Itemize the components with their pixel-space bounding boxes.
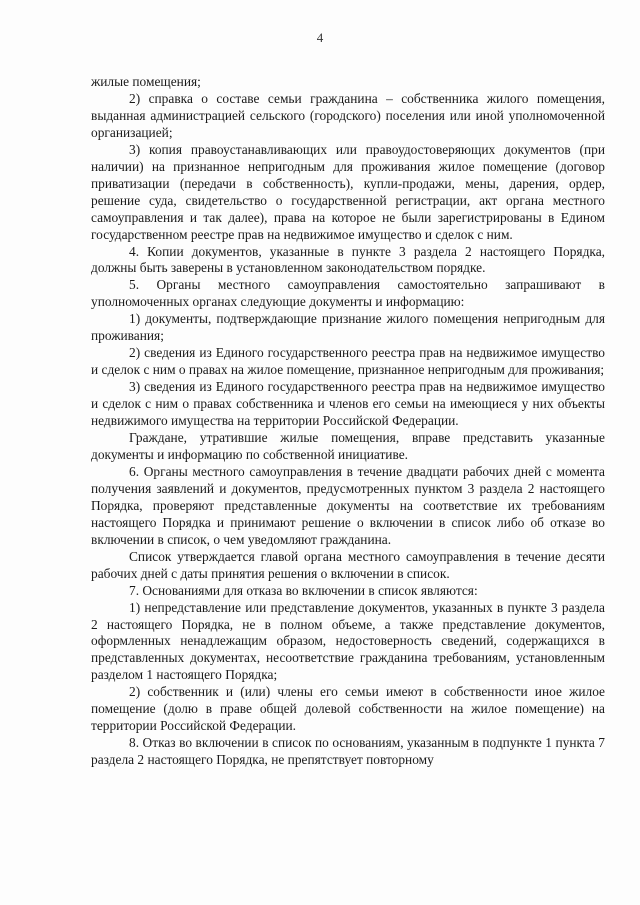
paragraph-5-item-2: 2) сведения из Единого государственного реестра прав на недвижимое имущество и сделок с ним о правах на жилое помещение, признанное непригодным для проживания; — [91, 345, 605, 378]
paragraph-7-item-2: 2) собственник и (или) члены его семьи имеют в собственности иное жилое помещение (долю в праве общей долевой собственности на жилое помещение) на территории Российской Федерации. — [91, 684, 605, 734]
document-body — [91, 74, 605, 769]
paragraph-8-refusal-reapplication: 8. Отказ во включении в список по основаниям, указанным в подпункте 1 пункта 7 раздела 2 настоящего Порядка, не препятствует повторному — [91, 735, 605, 768]
paragraph-4-document-copies: 4. Копии документов, указанные в пункте 3 раздела 2 настоящего Порядка, должны быть заверены в установленном законодательством порядке. — [91, 243, 605, 276]
paragraph-list-approval: Список утверждается главой органа местного самоуправления в течение десяти рабочих дней с даты принятия решения о включении в список. — [91, 548, 605, 581]
paragraph-citizens-initiative: Граждане, утратившие жилые помещения, вправе представить указанные документы и информацию по собственной инициативе. — [91, 430, 605, 462]
paragraph-item-2-family-certificate: 2) справка о составе семьи гражданина – собственника жилого помещения, выданная администрацией сельского (городского) поселения или иной уполномоченной организацией; — [91, 90, 605, 140]
paragraph-5-item-3: 3) сведения из Единого государственного реестра прав на недвижимое имущество и сделок с ним о правах собственника и членов его семьи на имеющиеся у них объекты недвижимого имущества на территории Российской Федерации. — [91, 379, 605, 429]
paragraph-7-refusal-grounds: 7. Основаниями для отказа во включении в список являются: — [129, 582, 478, 598]
paragraph-7-item-1: 1) непредставление или представление документов, указанных в пункте 3 раздела 2 настоящего Порядка, не в полном объеме, а также представление документов, оформленных ненадлежащим образом, недостоверность сведений, содержащихся в представленных документах, несоответствие гражданина требованиям, установленным разделом 1 настоящего Порядка; — [91, 599, 605, 683]
paragraph-5-item-1: 1) документы, подтверждающие признание жилого помещения непригодным для проживания; — [91, 311, 605, 344]
page-number: 4 — [316, 30, 324, 45]
paragraph-5-authority-requests: 5. Органы местного самоуправления самостоятельно запрашивают в уполномоченных органах следующие документы и информацию: — [91, 277, 605, 310]
paragraph-6-review-period: 6. Органы местного самоуправления в течение двадцати рабочих дней с момента получения заявлений и документов, предусмотренных пунктом 3 раздела 2 настоящего Порядка, проверяют представленные документы на соответствие их требованиям настоящего Порядка и принимают решение о включении в список либо об отказе во включении в список, о чем уведомляют гражданина. — [91, 463, 605, 547]
paragraph-continuation: жилые помещения; — [91, 74, 201, 89]
paragraph-item-3-title-documents: 3) копия правоустанавливающих или правоудостоверяющих документов (при наличии) на признанное непригодным для проживания жилое помещение (договор приватизации (передачи в собственность), купли-продажи, мены, дарения, ордер, решение суда, свидетельство о государственной регистрации, акт органа местного самоуправления и так далее), права на которое не были зарегистрированы в Едином государственном реестре прав на недвижимое имущество и сделок с ним. — [91, 141, 605, 242]
